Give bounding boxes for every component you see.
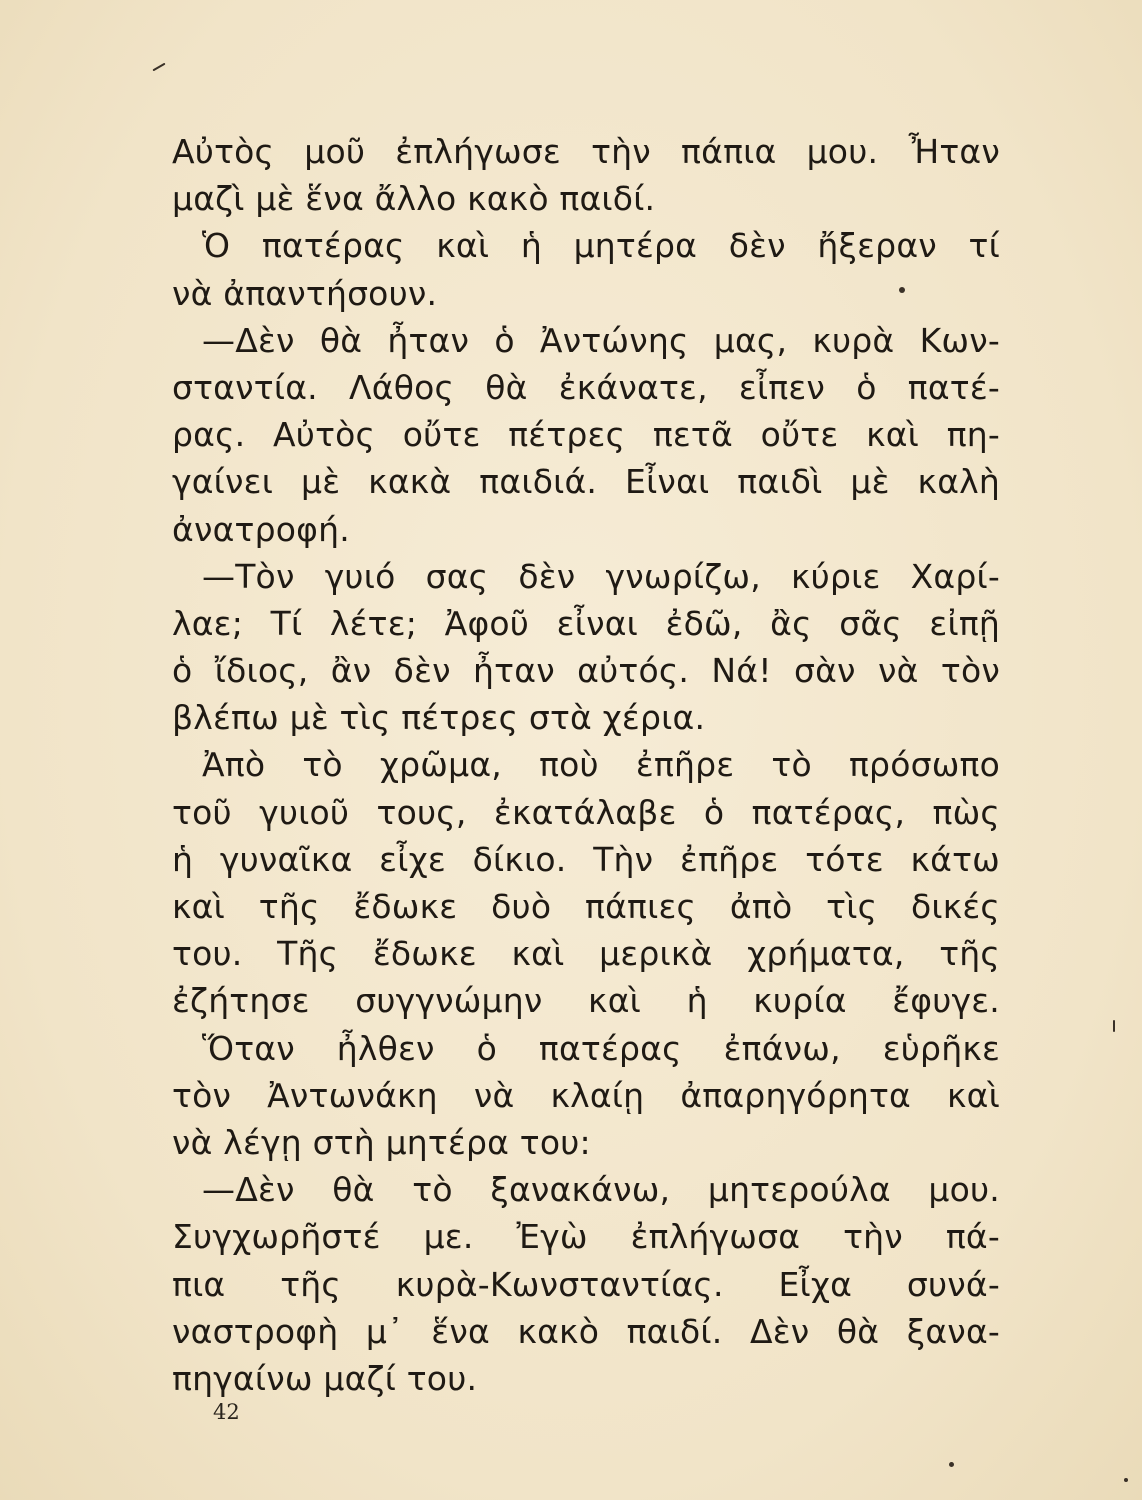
paper-speck bbox=[1124, 1478, 1128, 1482]
text-line: νὰ ἀπαντήσουν. bbox=[172, 273, 438, 313]
text-line: —Τὸν γυιό σας δὲν γνωρίζω, κύριε Χαρί- bbox=[202, 556, 1000, 596]
text-line: βλέπω μὲ τὶς πέτρες στὰ χέρια. bbox=[172, 698, 706, 738]
text-line: τὸν Ἀντωνάκη νὰ κλαίῃ ἀπαρηγόρητα καὶ bbox=[172, 1075, 1000, 1115]
text-line: ναστροφὴ μ᾿ ἕνα κακὸ παιδί. Δὲν θὰ ξανα- bbox=[172, 1311, 1000, 1351]
text-line: Συγχωρῆστέ με. Ἐγὼ ἐπλήγωσα τὴν πά- bbox=[172, 1217, 1000, 1257]
body-text bbox=[172, 128, 1000, 1402]
text-line: νὰ λέγῃ στὴ μητέρα του: bbox=[172, 1122, 591, 1162]
text-line: Αὐτὸς μοῦ ἐπλήγωσε τὴν πάπια μου. Ἦταν bbox=[172, 132, 1000, 171]
text-line: —Δὲν θὰ τὸ ξανακάνω, μητερούλα μου. bbox=[202, 1170, 1000, 1210]
text-line: ἀνατροφή. bbox=[172, 509, 350, 549]
text-line: λαε; Τί λέτε; Ἀφοῦ εἶναι ἐδῶ, ἂς σᾶς εἰπῇ bbox=[172, 603, 1000, 643]
text-line: μαζὶ μὲ ἕνα ἄλλο κακὸ παιδί. bbox=[172, 179, 656, 219]
text-line: ρας. Αὐτὸς οὔτε πέτρες πετᾶ οὔτε καὶ πη- bbox=[172, 415, 1000, 455]
text-line: ἐζήτησε συγγνώμην καὶ ἡ κυρία ἔφυγε. bbox=[172, 981, 1000, 1021]
text-line: Ὅταν ἦλθεν ὁ πατέρας ἐπάνω, εὑρῆκε bbox=[202, 1028, 1000, 1068]
text-line: Ὁ πατέρας καὶ ἡ μητέρα δὲν ἤξεραν τί bbox=[202, 226, 1000, 266]
text-line: καὶ τῆς ἔδωκε δυὸ πάπιες ἀπὸ τὶς δικές bbox=[172, 887, 1000, 926]
paper-speck bbox=[949, 1462, 954, 1467]
page-number: 42 bbox=[213, 1400, 240, 1424]
text-line: πια τῆς κυρὰ-Κωνσταντίας. Εἶχα συνά- bbox=[172, 1264, 1000, 1304]
text-line: του. Τῆς ἔδωκε καὶ μερικὰ χρήματα, τῆς bbox=[172, 934, 1000, 974]
text-line: —Δὲν θὰ ἦταν ὁ Ἀντώνης μας, κυρὰ Κων- bbox=[202, 320, 1000, 360]
text-line: σταντία. Λάθος θὰ ἐκάνατε, εἶπεν ὁ πατέ- bbox=[172, 367, 1000, 407]
text-line: ὁ ἴδιος, ἂν δὲν ἦταν αὐτός. Νά! σὰν νὰ τὸν bbox=[172, 651, 1000, 691]
paper-speck bbox=[152, 63, 165, 72]
paper-speck bbox=[1113, 1020, 1115, 1032]
text-line: τοῦ γυιοῦ τους, ἐκατάλαβε ὁ πατέρας, πὼς bbox=[172, 792, 1000, 832]
text-line: ἡ γυναῖκα εἶχε δίκιο. Τὴν ἐπῆρε τότε κάτω bbox=[172, 839, 1000, 879]
text-line: Ἀπὸ τὸ χρῶμα, ποὺ ἐπῆρε τὸ πρόσωπο bbox=[202, 745, 1000, 785]
text-line: πηγαίνω μαζί του. bbox=[172, 1358, 478, 1398]
text-line: γαίνει μὲ κακὰ παιδιά. Εἶναι παιδὶ μὲ καλὴ bbox=[172, 462, 1000, 502]
paper-speck bbox=[899, 287, 905, 293]
